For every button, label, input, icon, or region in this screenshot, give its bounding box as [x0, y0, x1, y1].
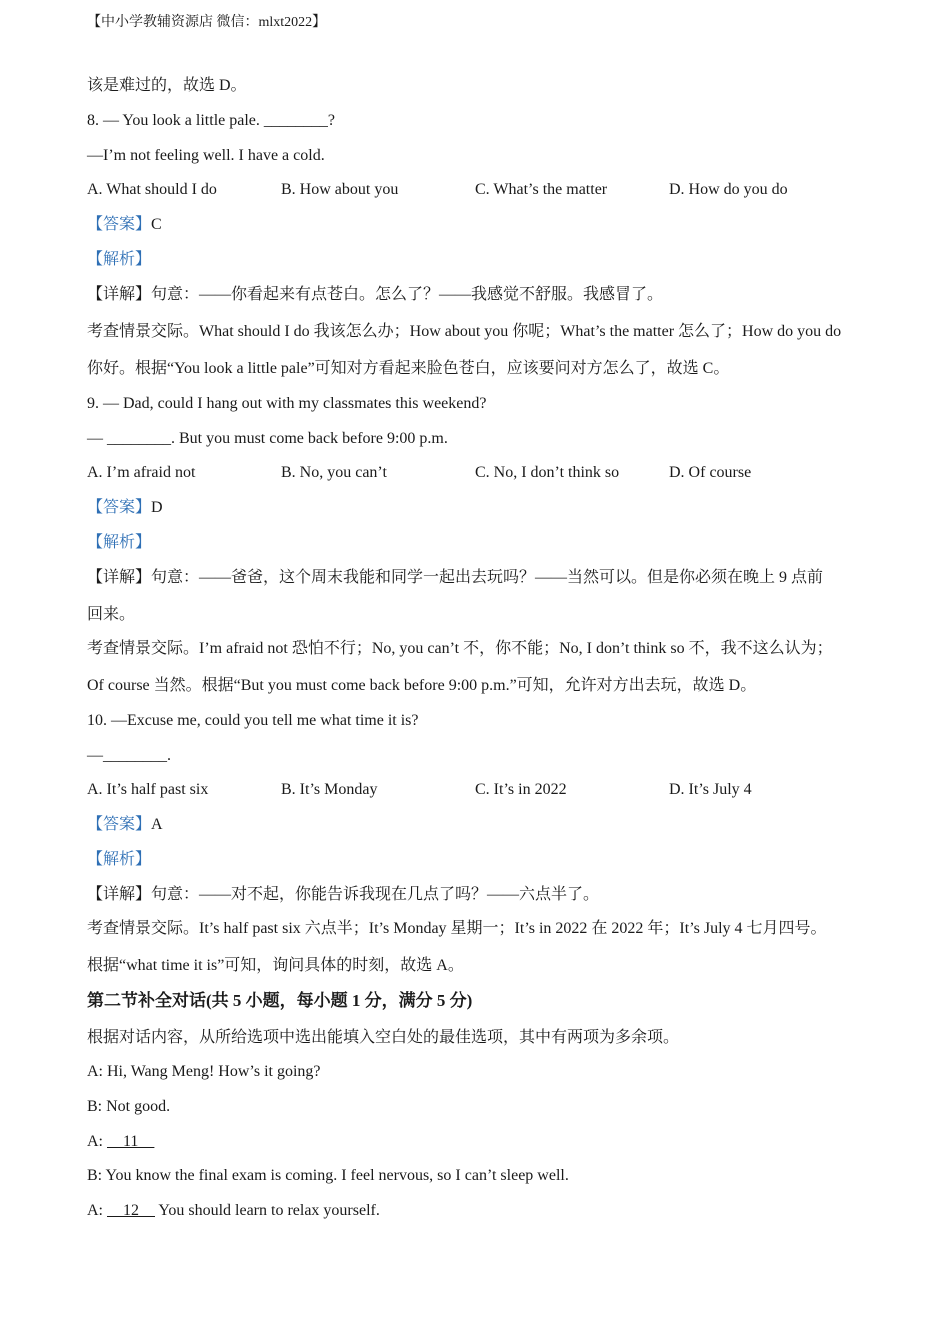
q8-reply: —I’m not feeling well. I have a cold. — [87, 147, 325, 164]
dialogue-line — [87, 1166, 569, 1186]
speaker: B: — [87, 1098, 107, 1115]
q10-stem: 10. —Excuse me, could you tell me what time it is? — [87, 712, 419, 729]
dialogue-line — [87, 1062, 321, 1082]
q10-reply: —________. — [87, 747, 171, 764]
answer-tag: 【答案】 — [87, 499, 152, 516]
q9-option-c: C. No, I don’t think so — [475, 464, 620, 481]
q9-analysis-tag: 【解析】 — [87, 534, 152, 551]
q10-explain-line1: 考查情景交际。It’s half past six 六点半；It’s Monday 星期一；It’s in 2022 在 2022 年；It’s July 4 七月四号。 — [87, 920, 827, 937]
q8-explain-line1: 考查情景交际。What should I do 我该怎么办；How about you 你呢；What’s the matter 怎么了；How do you do — [87, 323, 842, 340]
blank-11: 11 — [107, 1133, 155, 1150]
q10-answer — [87, 815, 163, 835]
dialogue-text: Not good. — [106, 1098, 171, 1115]
q9-option-d: D. Of course — [669, 464, 752, 481]
dialogue-line — [87, 1097, 170, 1117]
q8-option-d: D. How do you do — [669, 181, 788, 198]
q8-option-a: A. What should I do — [87, 181, 217, 198]
dialogue-line — [87, 1132, 154, 1152]
q10-analysis-tag: 【解析】 — [87, 851, 152, 868]
q9-detail-line1: 【详解】句意：——爸爸，这个周末我能和同学一起出去玩吗？——当然可以。但是你必须在晚上 9 点前 — [87, 569, 824, 586]
answer-value: C — [151, 216, 162, 233]
q10-option-b: B. It’s Monday — [281, 781, 378, 798]
q10-option-d: D. It’s July 4 — [669, 781, 752, 798]
q8-analysis-tag: 【解析】 — [87, 251, 152, 268]
speaker: A: — [87, 1063, 107, 1080]
q9-option-a: A. I’m afraid not — [87, 464, 196, 481]
answer-tag: 【答案】 — [87, 216, 152, 233]
q8-answer — [87, 215, 162, 235]
section-title: 第二节补全对话(共 5 小题，每小题 1 分，满分 5 分) — [87, 991, 473, 1010]
q10-explain-line2: 根据“what time it is”可知，询问具体的时刻，故选 A。 — [87, 957, 464, 974]
dialogue-line — [87, 1201, 380, 1221]
blank-12: 12 — [107, 1202, 155, 1219]
q8-option-c: C. What’s the matter — [475, 181, 608, 198]
q9-answer — [87, 498, 163, 518]
dialogue-text: You should learn to relax yourself. — [155, 1202, 380, 1219]
speaker: B: — [87, 1167, 106, 1184]
speaker: A: — [87, 1133, 107, 1150]
q9-explain-line2: Of course 当然。根据“But you must come back before 9:00 p.m.”可知，允许对方出去玩，故选 D。 — [87, 677, 757, 694]
speaker: A: — [87, 1202, 107, 1219]
q10-option-c: C. It’s in 2022 — [475, 781, 567, 798]
q8-explain-line2: 你好。根据“You look a little pale”可知对方看起来脸色苍白，应该要问对方怎么了，故选 C。 — [87, 360, 730, 377]
section-instruction: 根据对话内容，从所给选项中选出能填入空白处的最佳选项，其中有两项为多余项。 — [87, 1029, 680, 1046]
dialogue-text: You know the final exam is coming. I feel nervous, so I can’t sleep well. — [105, 1167, 569, 1184]
dialogue-text: Hi, Wang Meng! How’s it going? — [107, 1063, 321, 1080]
q8-detail: 【详解】句意：——你看起来有点苍白。怎么了？——我感觉不舒服。我感冒了。 — [87, 286, 664, 303]
q10-detail: 【详解】句意：——对不起，你能告诉我现在几点了吗？——六点半了。 — [87, 886, 600, 903]
answer-value: D — [151, 499, 163, 516]
answer-tag: 【答案】 — [87, 816, 152, 833]
q9-reply: — ________. But you must come back before 9:00 p.m. — [87, 430, 448, 447]
page-header: 【中小学教辅资源店 微信：mlxt2022】 — [87, 15, 327, 30]
q10-option-a: A. It’s half past six — [87, 781, 209, 798]
answer-value: A — [151, 816, 163, 833]
q9-detail-line2: 回来。 — [87, 606, 136, 623]
q9-explain-line1: 考查情景交际。I’m afraid not 恐怕不行；No, you can’t 不，你不能；No, I don’t think so 不，我不这么认为； — [87, 640, 833, 657]
q9-option-b: B. No, you can’t — [281, 464, 387, 481]
q8-option-b: B. How about you — [281, 181, 399, 198]
q8-stem: 8. — You look a little pale. ________? — [87, 112, 335, 129]
q9-stem: 9. — Dad, could I hang out with my classmates this weekend? — [87, 395, 487, 412]
previous-explanation-tail: 该是难过的，故选 D。 — [87, 77, 247, 94]
